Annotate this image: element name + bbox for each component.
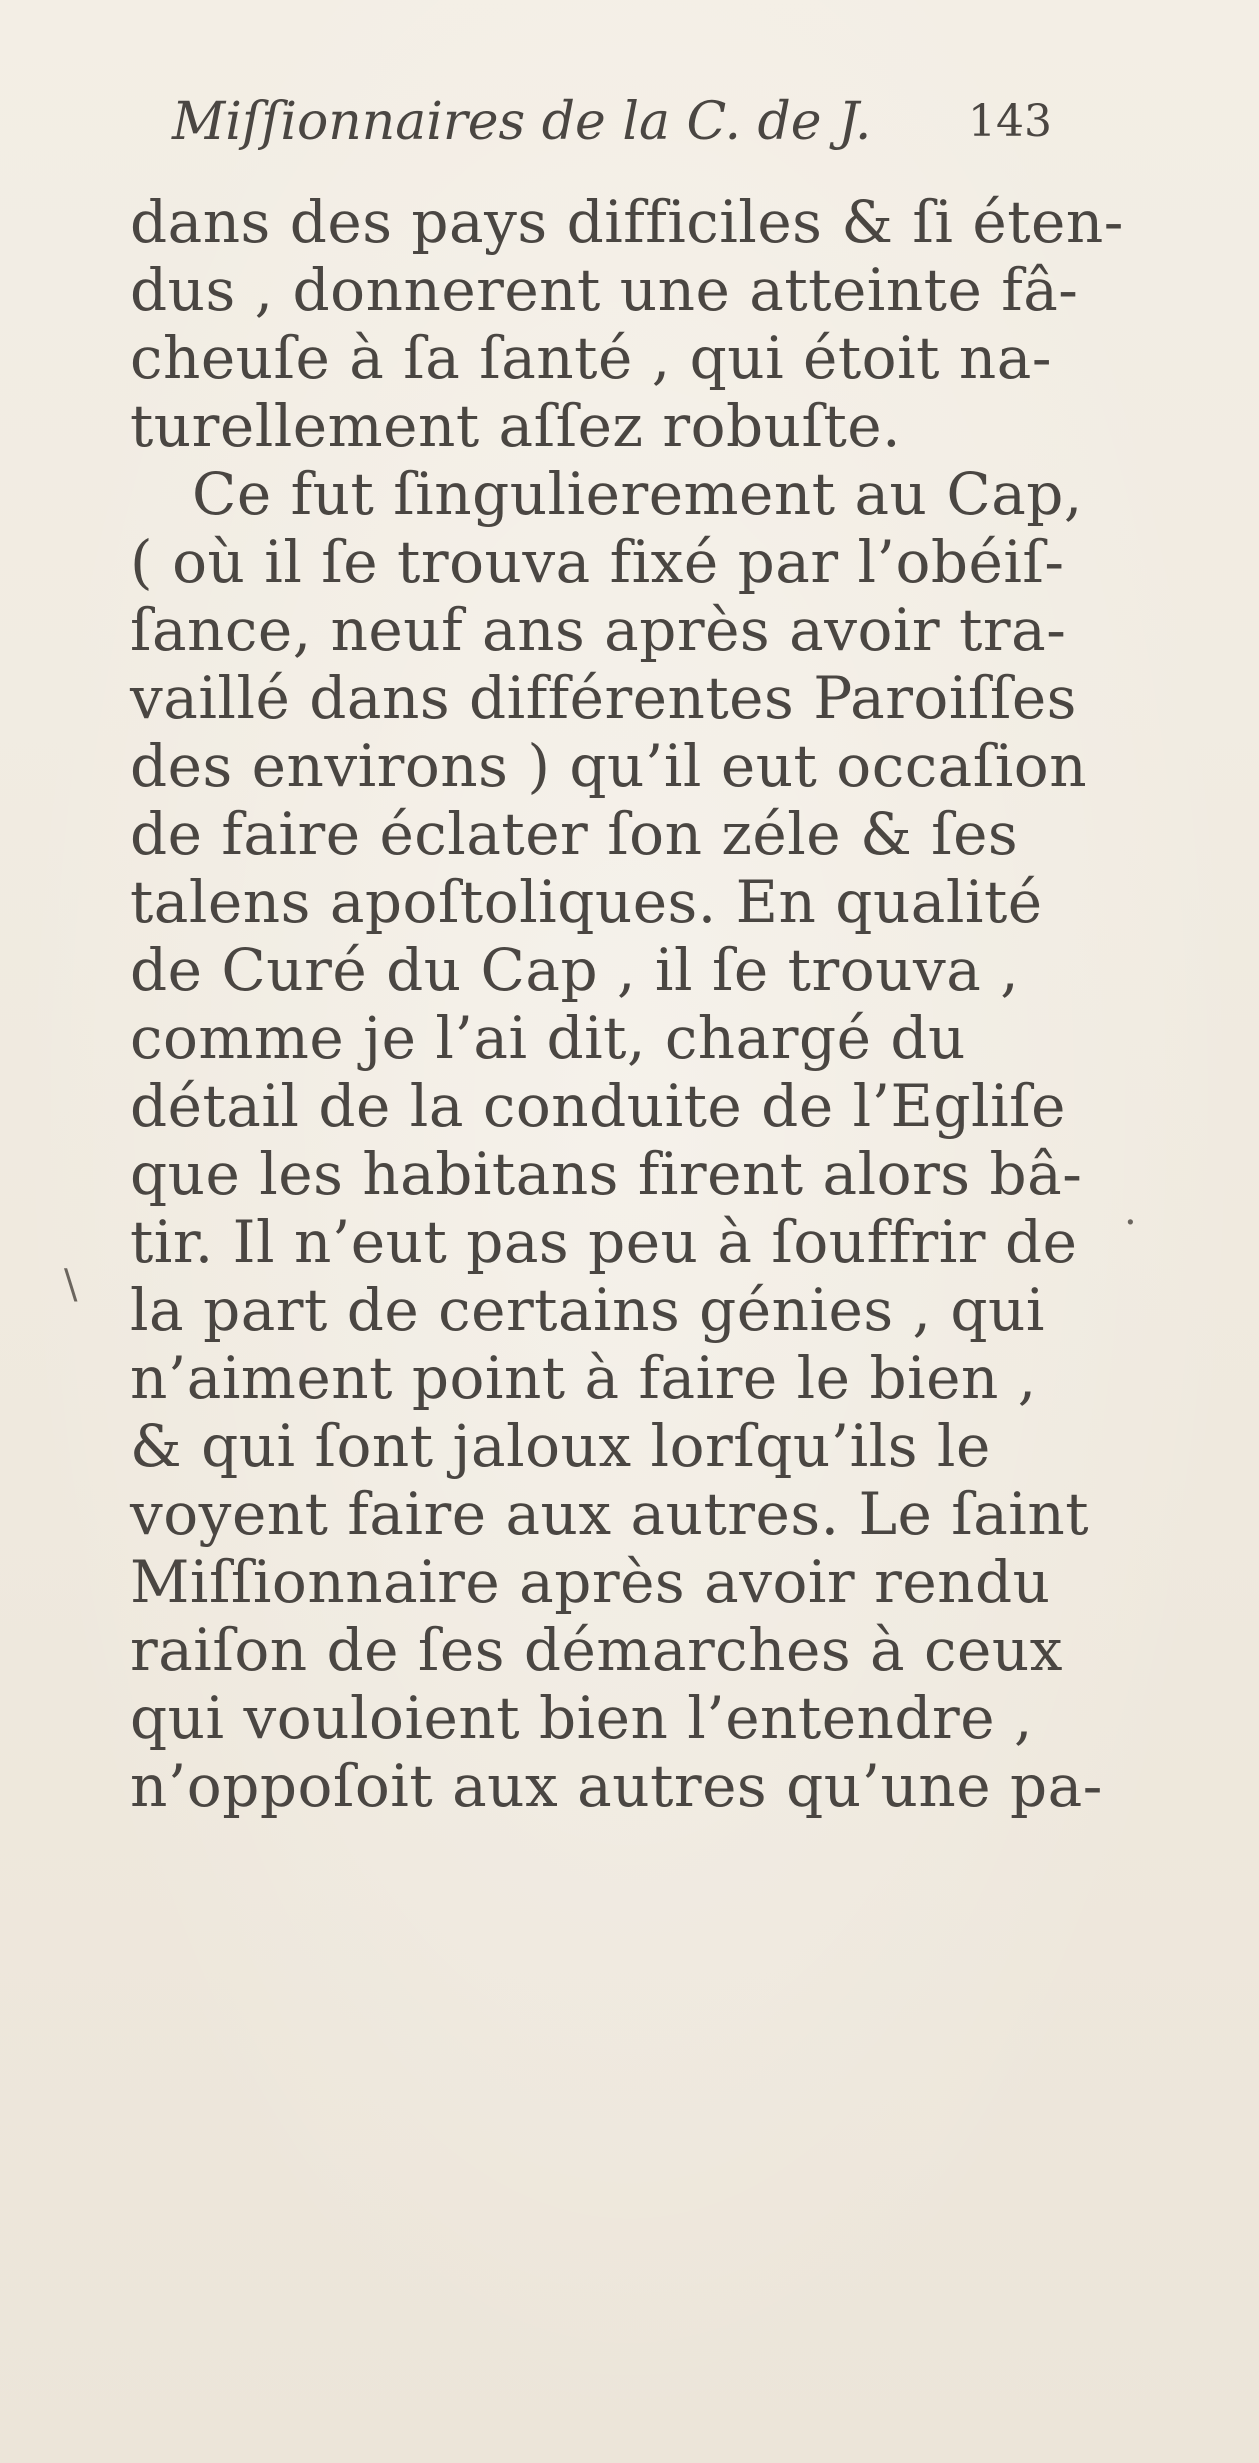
text-line: Ce fut ſingulierement au Cap, <box>192 460 1083 528</box>
margin-dot: . <box>1124 1188 1137 1234</box>
text-line: de Curé du Cap , il ſe trouva , <box>130 936 1020 1004</box>
text-line: ſance, neuf ans après avoir tra- <box>130 596 1067 664</box>
text-line: dus , donnerent une atteinte fâ- <box>130 256 1079 324</box>
text-line: cheuſe à ſa ſanté , qui étoit na- <box>130 324 1052 392</box>
text-line: des environs ) qu’il eut occaſion <box>130 732 1088 800</box>
text-line: que les habitans firent alors bâ- <box>130 1140 1083 1208</box>
text-line: comme je l’ai dit, chargé du <box>130 1004 966 1072</box>
text-line: tir. Il n’eut pas peu à ſouffrir de <box>130 1208 1078 1276</box>
text-line: n’oppoſoit aux autres qu’une pa- <box>130 1752 1103 1820</box>
text-line: ( où il ſe trouva fixé par l’obéiſ- <box>130 528 1065 596</box>
text-line: la part de certains génies , qui <box>130 1276 1045 1344</box>
text-line: n’aiment point à faire le bien , <box>130 1344 1037 1412</box>
text-line: raiſon de ſes démarches à ceux <box>130 1616 1063 1684</box>
text-line: détail de la conduite de l’Egliſe <box>130 1072 1066 1140</box>
margin-mark: \ <box>64 1262 78 1308</box>
text-line: dans des pays difficiles & ſi éten- <box>130 188 1124 256</box>
text-line: qui vouloient bien l’entendre , <box>130 1684 1033 1752</box>
running-title: Miſſionnaires de la C. de J. <box>172 92 872 152</box>
page-number: 143 <box>968 96 1052 147</box>
text-line: de faire éclater ſon zéle & ſes <box>130 800 1019 868</box>
text-line: turellement aſſez robuſte. <box>130 392 902 460</box>
text-line: Miſſionnaire après avoir rendu <box>130 1548 1051 1616</box>
page-header <box>172 92 1052 172</box>
text-line: & qui ſont jaloux lorſqu’ils le <box>130 1412 991 1480</box>
text-line: voyent faire aux autres. Le ſaint <box>130 1480 1089 1548</box>
text-line: vaillé dans différentes Paroiſſes <box>130 664 1077 732</box>
text-line: talens apoſtoliques. En qualité <box>130 868 1043 936</box>
